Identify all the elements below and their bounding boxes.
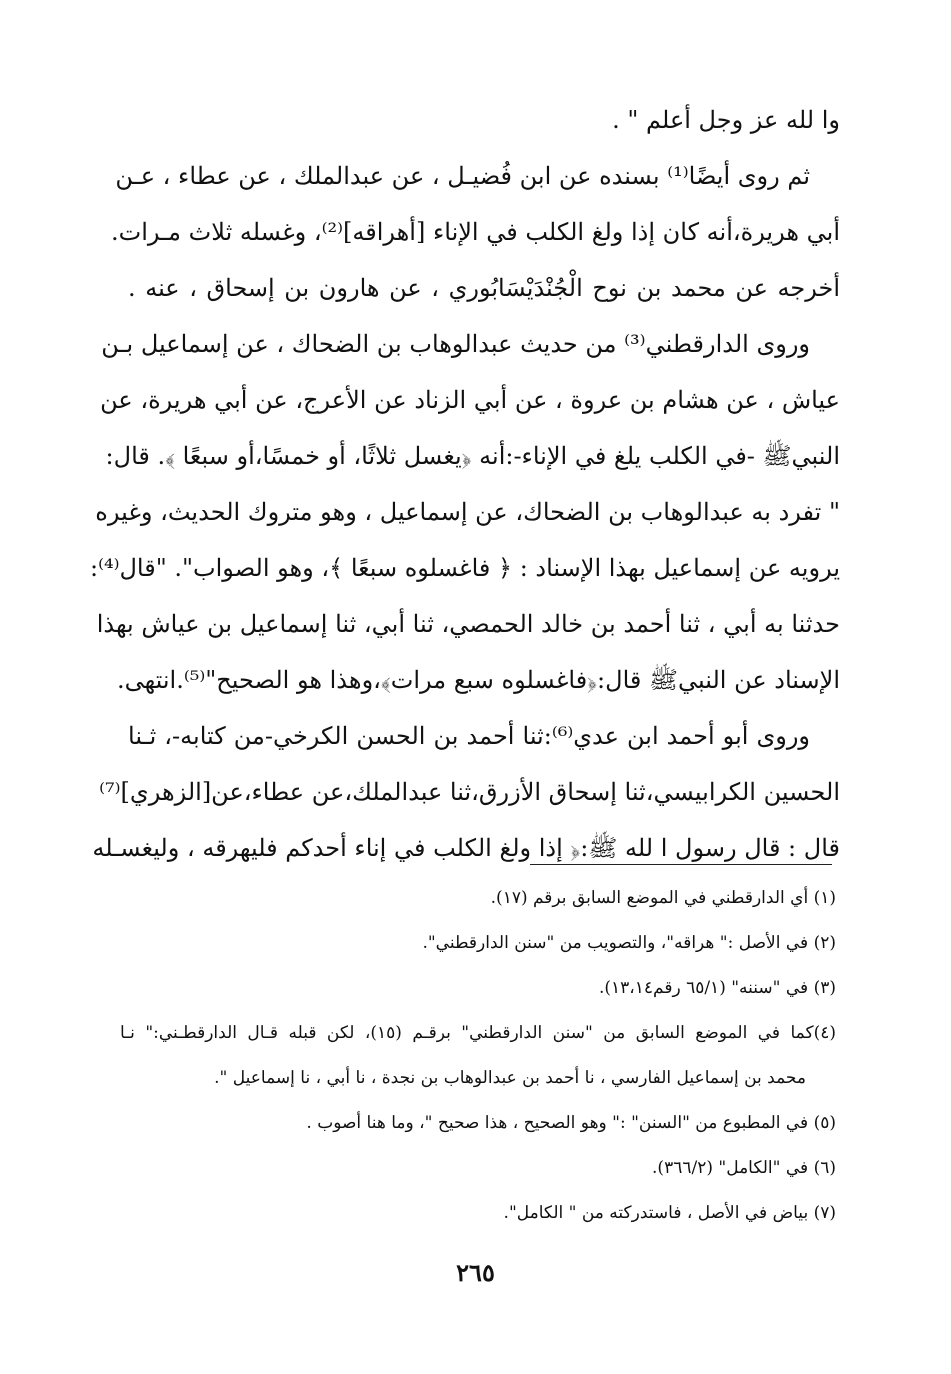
footnote: (٦) في "الكامل" (٣٦٦/٢). <box>652 1158 836 1178</box>
footnote-separator <box>530 864 832 865</box>
text-line: الإسناد عن النبيﷺ قال:﴿فاغسلوه سبع مرات﴾،وهذا هو الصحيح"⁽⁵⁾.انتهى. <box>116 666 840 694</box>
text-line: أبي هريرة،أنه كان إذا ولغ الكلب في الإناء [أهراقه]⁽²⁾، وغسله ثلاث مـرات. <box>111 218 840 246</box>
main-text <box>89 92 840 876</box>
text-line: أخرجه عن محمد بن نوح الْجُنْدَيْسَابُوري ، عن هارون بن إسحاق ، عنه . <box>128 274 840 302</box>
footnote: (٢) في الأصل :" هراقه"، والتصويب من "سنن الدارقطني". <box>422 933 836 953</box>
text-line: ثم روى أيضًا⁽¹⁾ بسنده عن ابن فُضيـل ، عن عبدالملك ، عن عطاء ، عـن <box>115 162 810 190</box>
text-line: وروى الدارقطني⁽³⁾ من حديث عبدالوهاب بن الضحاك ، عن إسماعيل بـن <box>101 330 810 358</box>
text-line: حدثنا به أبي ، ثنا أحمد بن خالد الحمصي، ثنا أبي، ثنا إسماعيل بن عياش بهذا <box>96 610 840 638</box>
footnote-continuation: محمد بن إسماعيل الفارسي ، نا أحمد بن عبدالوهاب بن نجدة ، نا أبي ، نا إسماعيل ". <box>214 1068 806 1088</box>
text-line: عياش ، عن هشام بن عروة ، عن أبي الزناد عن الأعرج، عن أبي هريرة، عن <box>100 386 840 414</box>
footnote: (١) أي الدارقطني في الموضع السابق برقم (١٧). <box>490 888 836 908</box>
text-line: وروى أبو أحمد ابن عدي⁽⁶⁾:ثنا أحمد بن الحسن الكرخي-من كتابه-، ثـنا <box>128 722 811 750</box>
footnote: (٧) بياض في الأصل ، فاستدركته من " الكامل". <box>503 1203 836 1223</box>
page-number: ٢٦٥ <box>456 1258 495 1287</box>
text-line: " تفرد به عبدالوهاب بن الضحاك، عن إسماعيل ، وهو متروك الحديث، وغيره <box>95 498 840 526</box>
text-line: يرويه عن إسماعيل بهذا الإسناد : ﴿ فاغسلوه سبعًا ﴾، وهو الصواب". "قال⁽⁴⁾: <box>89 554 840 582</box>
footnote: (٣) في "سننه" (٦٥/١ رقم١٣،١٤). <box>598 978 836 998</box>
footnotes <box>120 876 836 1236</box>
text-line: النبيﷺ -في الكلب يلغ في الإناء-:أنه ﴿يغسل ثلاثًا، أو خمسًا،أو سبعًا ﴾. قال: <box>105 442 840 470</box>
footnote: (٥) في المطبوع من "السنن" :" وهو الصحيح ، هذا صحيح "، وما هنا أصوب . <box>306 1113 836 1133</box>
text-line: قال : قال رسول ا لله ﷺ:﴿ إذا ولغ الكلب في إناء أحدكم فليهرقه ، وليغسـله <box>92 834 840 862</box>
text-line: وا لله عز وجل أعلم " . <box>612 106 840 134</box>
text-line: الحسين الكرابيسي،ثنا إسحاق الأزرق،ثنا عبدالملك،عن عطاء،عن[الزهري]⁽⁷⁾ <box>99 778 840 806</box>
footnote: (٤)كما في الموضع السابق من "سنن الدارقطني" برقـم (١٥)، لكن قبله قـال الدارقطـني:" نـا <box>120 1023 836 1043</box>
